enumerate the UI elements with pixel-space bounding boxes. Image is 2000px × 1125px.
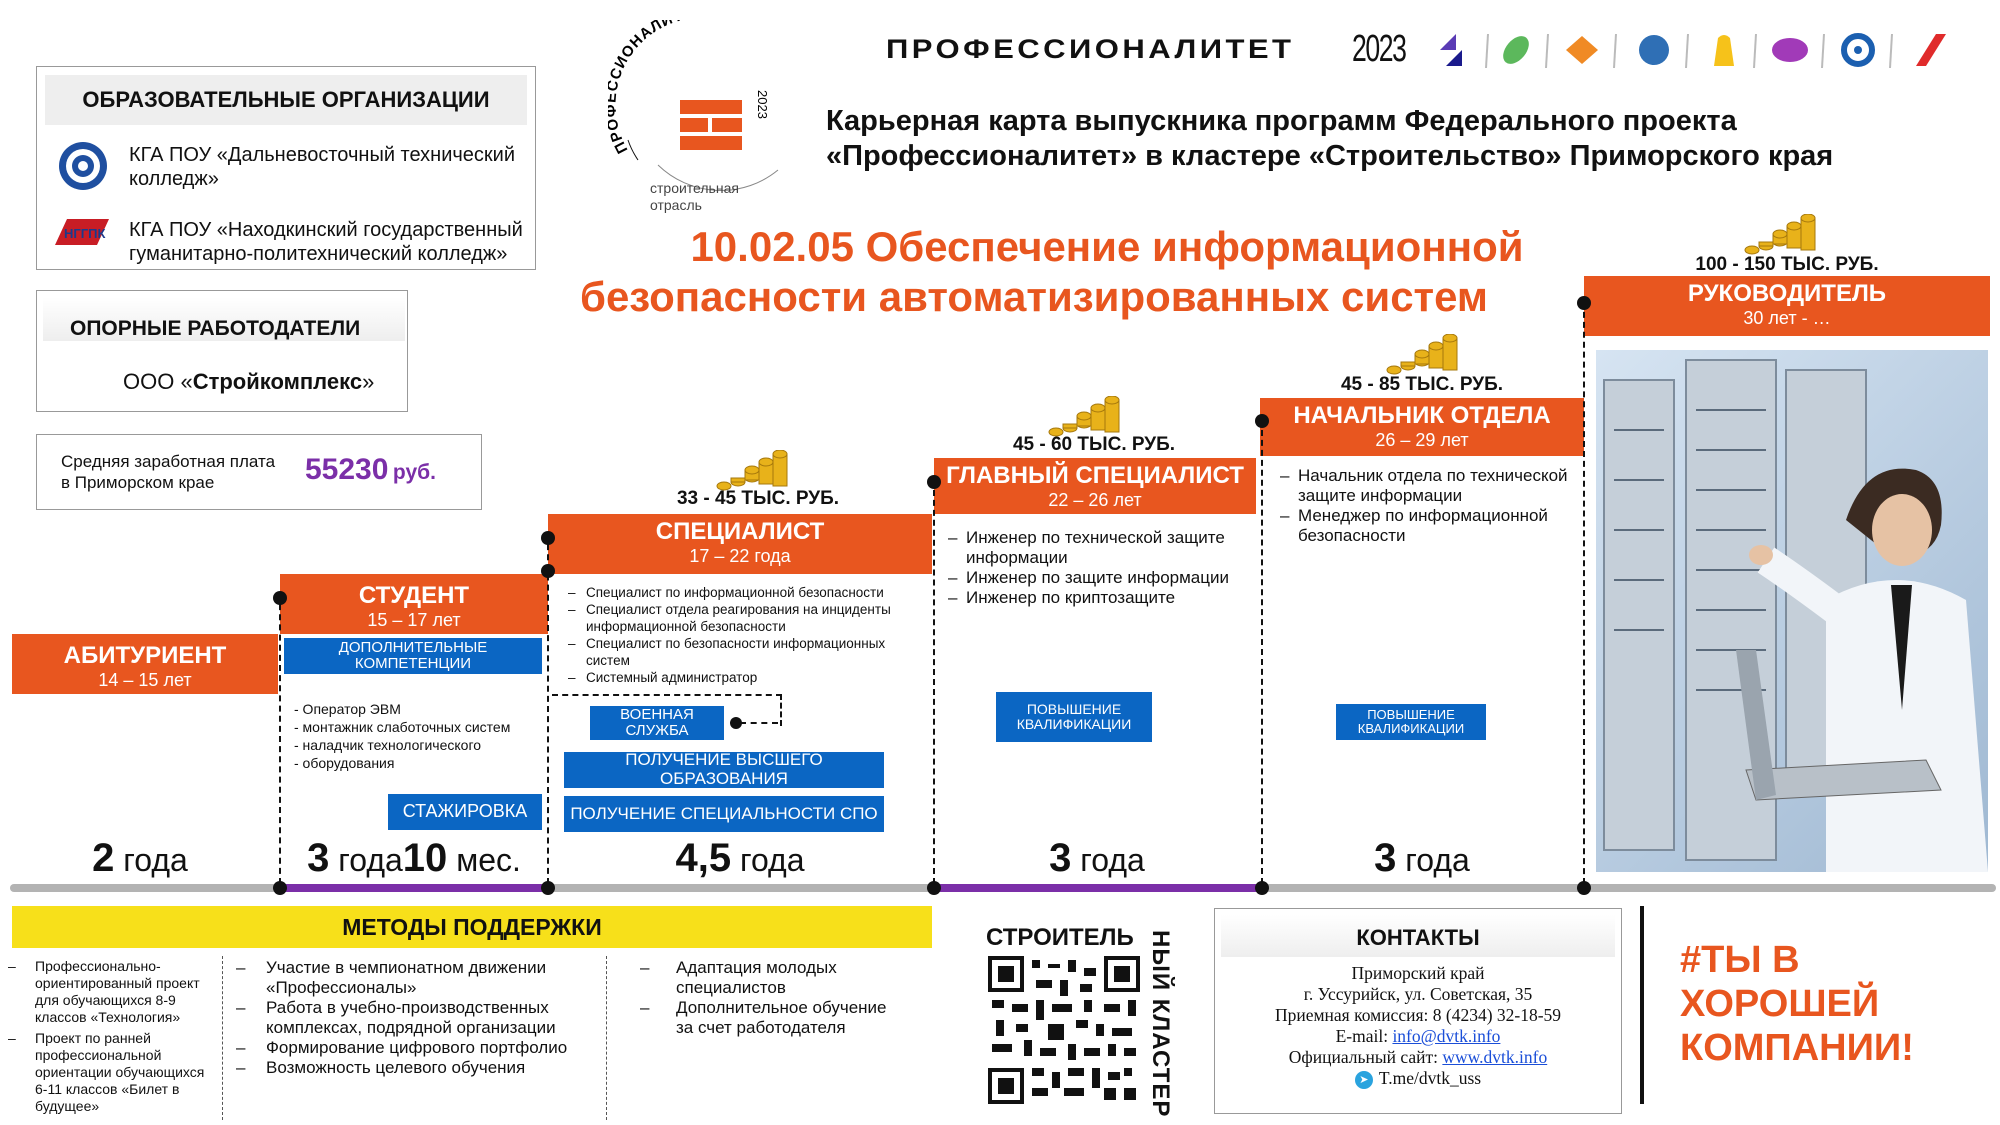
qr-top-text: СТРОИТЕЛЬ <box>986 924 1134 951</box>
cluster-icon-1 <box>1440 34 1462 66</box>
slogan: #ТЫ В ХОРОШЕЙ КОМПАНИИ! <box>1680 939 1914 1069</box>
higher-education-label: ПОЛУЧЕНИЕ ВЫСШЕГО ОБРАЗОВАНИЯ <box>564 752 884 788</box>
employers-box <box>36 290 408 412</box>
spo-label: ПОЛУЧЕНИЕ СПЕЦИАЛЬНОСТИ СПО <box>564 796 884 832</box>
brand-year: 2023 <box>1352 28 1406 70</box>
coins-icon-chief <box>1048 396 1124 438</box>
node-5 <box>1577 296 1591 310</box>
cluster-icons <box>1432 28 1952 72</box>
org1-logo <box>57 140 109 192</box>
salary-specialist: 33 - 45 ТЫС. РУБ. <box>676 488 840 509</box>
timeline-node-4 <box>1255 881 1269 895</box>
support-divider-1 <box>222 956 223 1120</box>
head-list: – Начальник отдела по технической защите информации – Менеджер по информационной безопасности <box>1280 466 1580 546</box>
support-col-3: – Адаптация молодых специалистов – Дополнительное обучение за счет работодателя <box>640 958 900 1038</box>
node-3 <box>927 475 941 489</box>
chief-list: – Инженер по технической защите информации – Инженер по защите информации – Инженер по криптозащите <box>948 528 1248 608</box>
internship-label: СТАЖИРОВКА <box>388 794 542 830</box>
avg-salary-box <box>36 434 482 510</box>
duration-3: 4,5 года <box>675 836 805 880</box>
telegram-icon: ➤ <box>1355 1071 1373 1089</box>
support-col-1: – Профессионально-ориентированный проект для обучающихся 8-9 классов «Технология» – Проект по ранней профессиональной ориентации обучающихся 6-11 классов «Билет в будущее» <box>8 958 218 1115</box>
stage-specialist: СПЕЦИАЛИСТ 17 – 22 года <box>548 514 932 574</box>
logo-year: 2023 <box>755 90 770 119</box>
salary-director: 100 - 150 ТЫС. РУБ. <box>1695 254 1879 275</box>
timeline-node-5 <box>1577 881 1591 895</box>
org2-name: КГА ПОУ «Находкинский государственный гуманитарно-политехнический колледж» <box>129 219 523 265</box>
coins-icon-head <box>1386 334 1462 376</box>
military-connector <box>740 722 778 724</box>
email-link[interactable]: info@dvtk.info <box>1392 1026 1501 1046</box>
military-service-label: ВОЕННАЯ СЛУЖБА <box>590 706 724 740</box>
divider-2 <box>547 534 549 884</box>
subtitle: Карьерная карта выпускника программ Федерального проекта «Профессионалитет» в кластере «Строительство» Приморского края <box>826 105 1834 172</box>
stage-director: РУКОВОДИТЕЛЬ 30 лет - … <box>1584 276 1990 336</box>
avg-salary-value: 55230 руб. <box>305 453 436 486</box>
duration-2: 3 года10 мес. <box>307 836 521 880</box>
cluster-icon-3 <box>1566 36 1598 64</box>
stage-chief-specialist: ГЛАВНЫЙ СПЕЦИАЛИСТ 22 – 26 лет <box>934 458 1256 514</box>
divider-4 <box>1261 420 1263 884</box>
salary-head: 45 - 85 ТЫС. РУБ. <box>1340 374 1504 395</box>
duration-5: 3 года <box>1374 836 1470 880</box>
orgs-box <box>36 66 536 270</box>
contacts-heading: КОНТАКТЫ <box>1221 915 1615 957</box>
coins-icon-director <box>1744 214 1820 256</box>
logo-caption-2: отрасль <box>650 197 702 213</box>
node-1 <box>273 591 287 605</box>
qr-side-text: НЫЙ КЛАСТЕР <box>1147 930 1174 1118</box>
contacts-box <box>1214 908 1622 1114</box>
divider-3 <box>933 480 935 884</box>
page-title: 10.02.05 Обеспечение информационной безопасности автоматизированных систем <box>580 223 1524 320</box>
brand-wordmark: ПРОФЕССИОНАЛИТЕТ <box>886 34 1295 64</box>
coins-icon-specialist <box>716 450 792 492</box>
support-col-2: – Участие в чемпионатном движении «Профессионалы» – Работа в учебно-производственных комплексах, подрядной организации – Формирование цифрового портфолио – Возможность целевого обучения <box>236 958 606 1078</box>
cluster-icon-2 <box>1498 31 1534 68</box>
timeline-node-3 <box>927 881 941 895</box>
timeline-bar-purple-2 <box>934 884 1260 892</box>
specialist-list: – Специалист по информационной безопасности – Специалист отдела реагирования на инциденты информационной безопасности – Специалист по безопасности информационных систем – Системный администратор <box>568 584 908 686</box>
chief-qualification-label: ПОВЫШЕНИЕ КВАЛИФИКАЦИИ <box>996 692 1152 742</box>
node-2 <box>541 531 555 545</box>
qr-code[interactable] <box>988 956 1140 1104</box>
divider-5 <box>1583 302 1585 884</box>
support-heading: МЕТОДЫ ПОДДЕРЖКИ <box>12 906 932 948</box>
logo-caption-1: строительная <box>650 180 739 196</box>
duration-1: 2 года <box>92 836 188 880</box>
org2-logo-text: НГГПК <box>64 226 106 241</box>
telegram-link[interactable]: T.me/dvtk_uss <box>1378 1068 1482 1088</box>
timeline-node-1 <box>273 881 287 895</box>
cluster-icon-6 <box>1772 38 1808 62</box>
slogan-divider <box>1640 906 1644 1104</box>
cluster-icon-8 <box>1916 34 1946 66</box>
head-qualification-label: ПОВЫШЕНИЕ КВАЛИФИКАЦИИ <box>1336 704 1486 740</box>
orgs-heading: ОБРАЗОВАТЕЛЬНЫЕ ОРГАНИЗАЦИИ <box>45 75 527 125</box>
stage-head-of-department: НАЧАЛЬНИК ОТДЕЛА 26 – 29 лет <box>1260 398 1584 456</box>
stage-student: СТУДЕНТ 15 – 17 лет <box>280 574 548 634</box>
avg-salary-label: Средняя заработная плата в Приморском крае <box>61 452 276 492</box>
cluster-icon-5 <box>1714 35 1734 66</box>
student-extra-competencies: ДОПОЛНИТЕЛЬНЫЕ КОМПЕТЕНЦИИ <box>284 638 542 674</box>
svg-text:ПРОФЕССИОНАЛИТЕТ <box>608 20 705 156</box>
it-specialist-photo <box>1596 350 1988 872</box>
org1-name: КГА ПОУ «Дальневосточный технический колледж» <box>129 144 516 190</box>
stage-applicant: АБИТУРИЕНТ 14 – 15 лет <box>12 634 278 694</box>
support-divider-2 <box>606 956 607 1120</box>
logo-arc-text: ПР СИОНАЛИ <box>608 20 676 157</box>
contacts-body: Приморский край г. Уссурийск, ул. Советская, 35 Приемная комиссия: 8 (4234) 32-18-59 E-mail: info@dvtk.info Официальный сайт: www.dvtk.info ➤ T.me/dvtk_uss <box>1274 963 1562 1088</box>
duration-4: 3 года <box>1049 836 1145 880</box>
employer-name: ООО «Стройкомплекс» <box>123 369 375 394</box>
cluster-icon-4 <box>1639 35 1669 65</box>
timeline-bar-purple-1 <box>280 884 548 892</box>
node-4 <box>1255 414 1269 428</box>
node-2b <box>541 564 555 578</box>
org2-logo <box>51 215 111 249</box>
salary-chief: 45 - 60 ТЫС. РУБ. <box>1012 434 1176 455</box>
professionalitet-logo <box>608 20 798 220</box>
employers-heading: ОПОРНЫЕ РАБОТОДАТЕЛИ <box>70 317 361 340</box>
website-link[interactable]: www.dvtk.info <box>1442 1047 1548 1067</box>
student-list-text: - Оператор ЭВМ - монтажник слаботочных систем - наладчик технологического - оборудования <box>294 701 511 771</box>
timeline-node-2 <box>541 881 555 895</box>
